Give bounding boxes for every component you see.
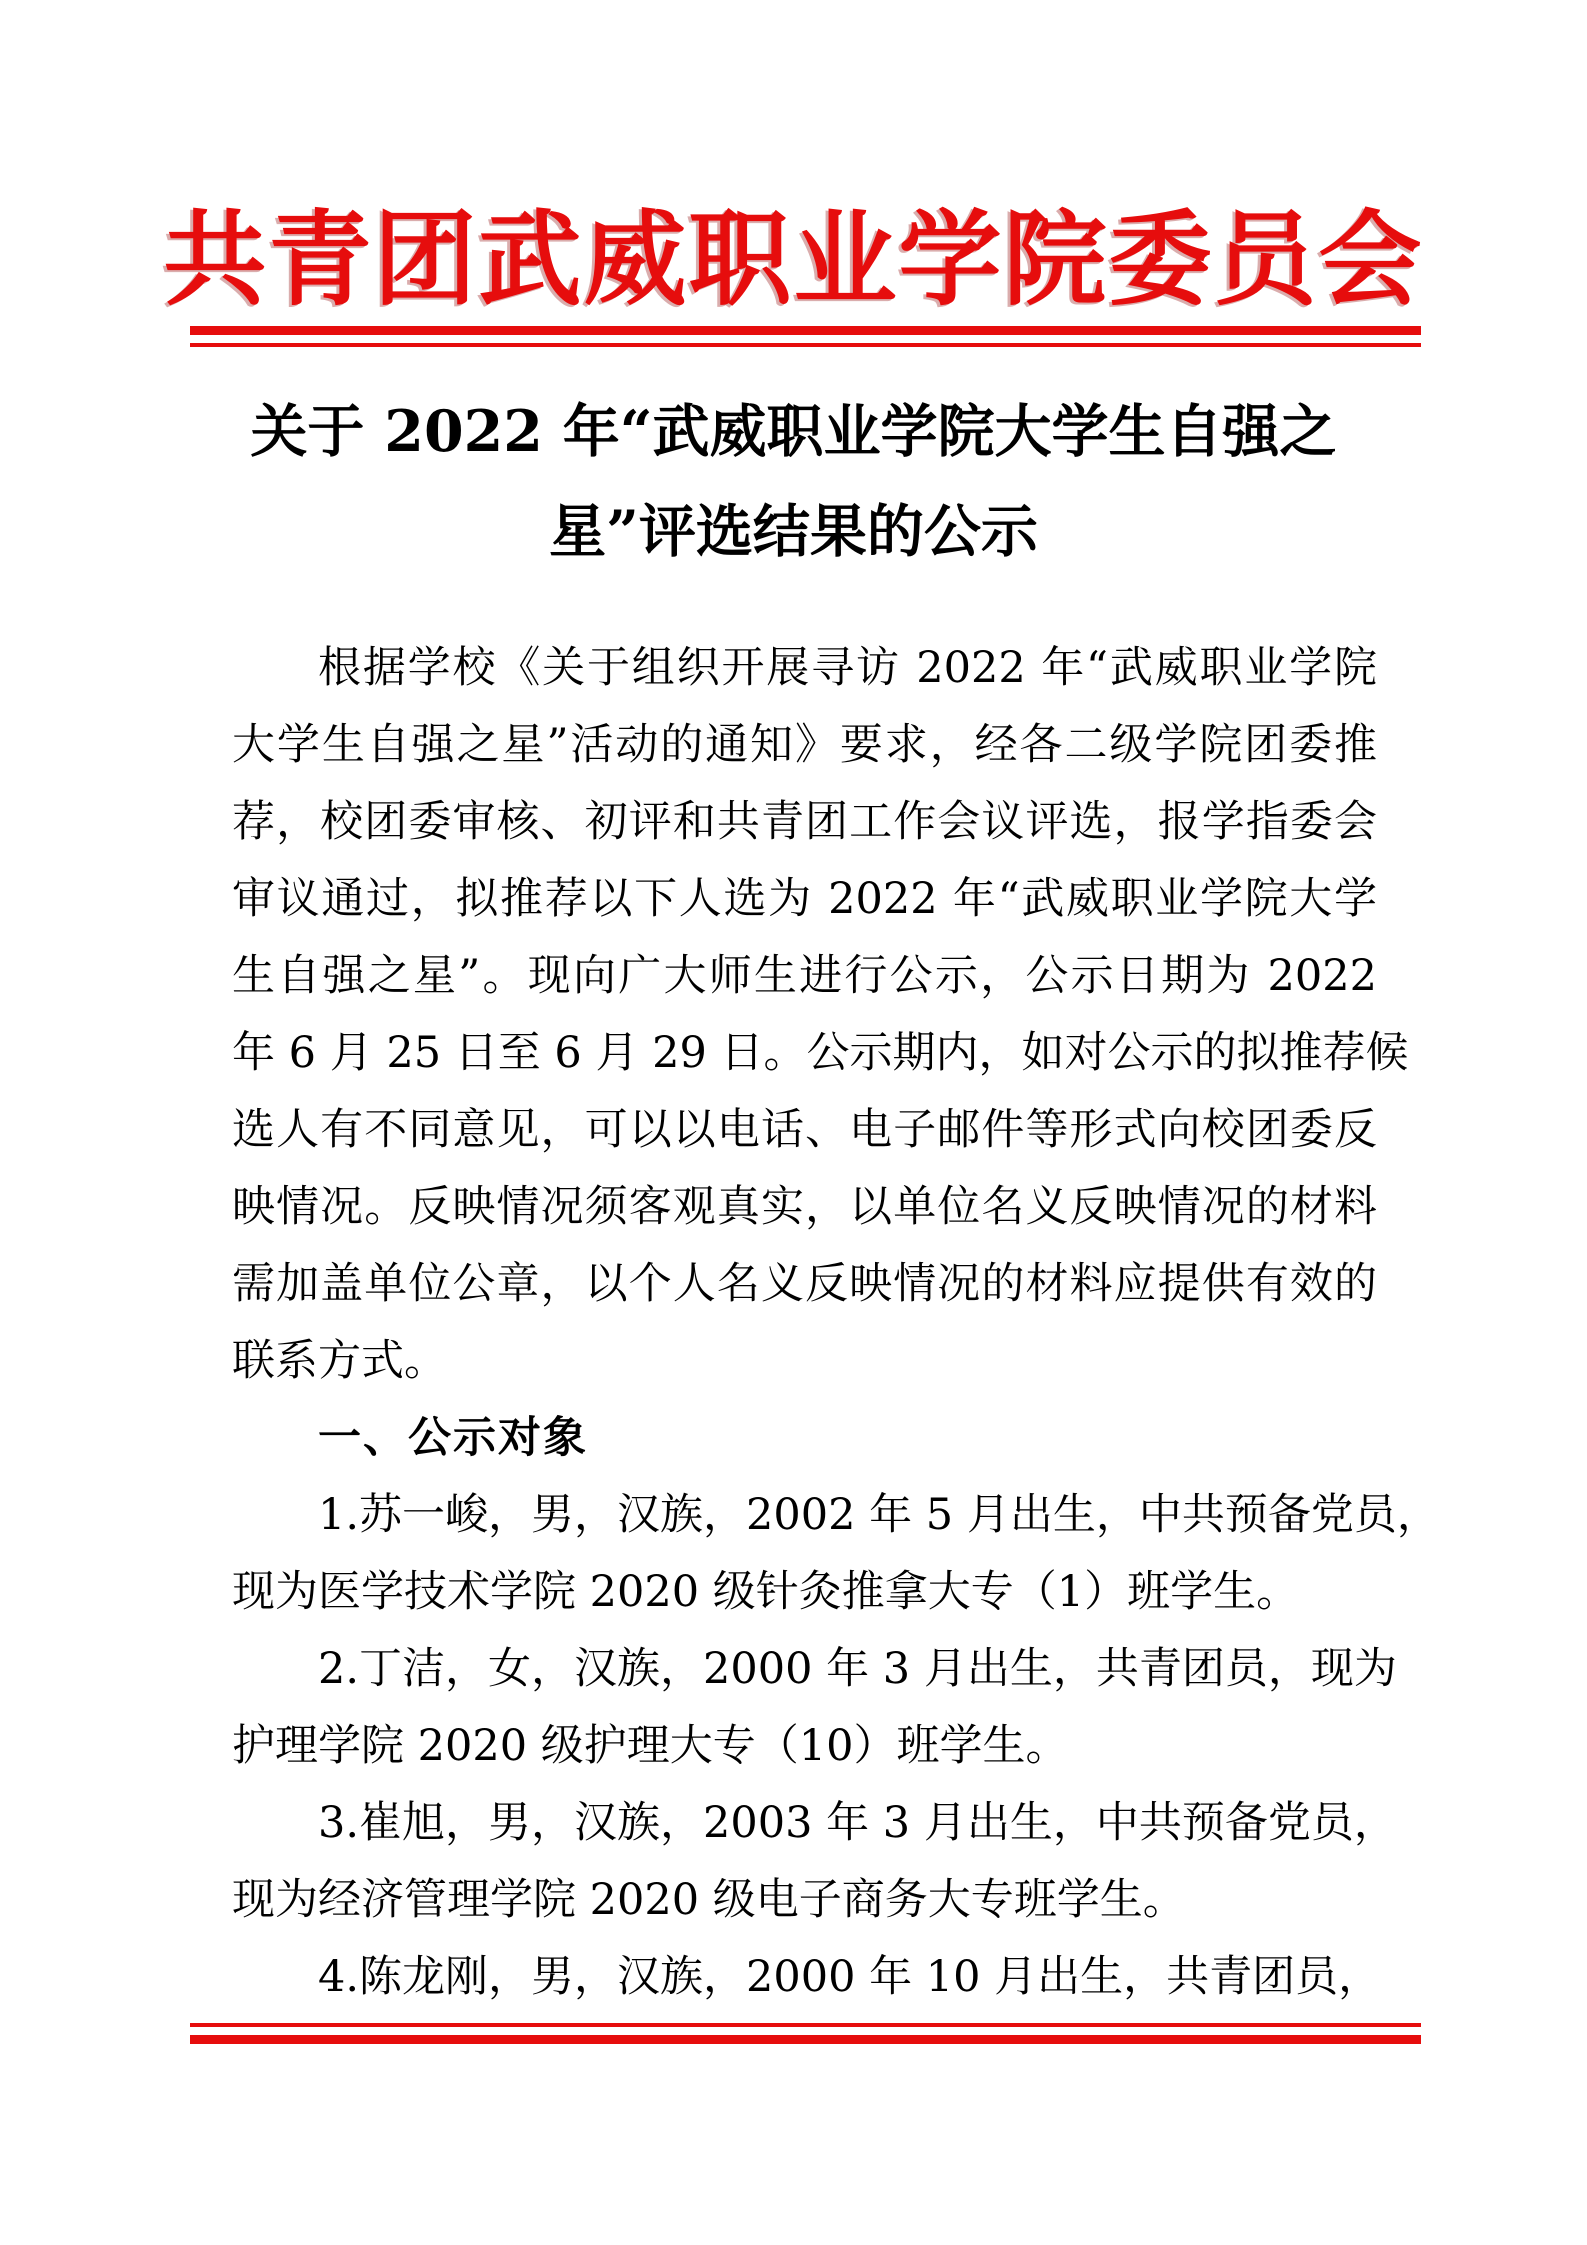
body-line: 选人有不同意见，可以以电话、电子邮件等形式向校团委反 bbox=[232, 1105, 1377, 1155]
document-title bbox=[0, 382, 1587, 582]
list-item-line: 护理学院 2020 级护理大专（10）班学生。 bbox=[232, 1721, 1069, 1771]
footer-separator bbox=[190, 2023, 1421, 2044]
list-item-line: 现为经济管理学院 2020 级电子商务大专班学生。 bbox=[232, 1875, 1186, 1925]
thick-red-line bbox=[190, 2035, 1421, 2044]
document-title-line-1: 关于 2022 年“武威职业学院大学生自强之 bbox=[250, 398, 1337, 465]
body-line: 生自强之星”。现向广大师生进行公示，公示日期为 2022 bbox=[232, 951, 1377, 1001]
body-line: 联系方式。 bbox=[232, 1336, 447, 1386]
thin-red-line bbox=[190, 343, 1421, 347]
thick-red-line bbox=[190, 326, 1421, 335]
body-line: 根据学校《关于组织开展寻访 2022 年“武威职业学院 bbox=[318, 643, 1377, 693]
header-separator bbox=[190, 326, 1421, 347]
list-item-line: 2.丁洁，女，汉族，2000 年 3 月出生，共青团员，现为 bbox=[318, 1644, 1397, 1694]
body-line: 审议通过，拟推荐以下人选为 2022 年“武威职业学院大学 bbox=[232, 874, 1377, 924]
list-item-line: 现为医学技术学院 2020 级针灸推拿大专（1）班学生。 bbox=[232, 1567, 1300, 1617]
body-line: 需加盖单位公章，以个人名义反映情况的材料应提供有效的 bbox=[232, 1259, 1377, 1309]
body-line: 大学生自强之星”活动的通知》要求，经各二级学院团委推 bbox=[232, 720, 1377, 770]
body-line: 映情况。反映情况须客观真实，以单位名义反映情况的材料 bbox=[232, 1182, 1377, 1232]
list-item-line: 3.崔旭，男，汉族，2003 年 3 月出生，中共预备党员， bbox=[318, 1798, 1397, 1848]
list-item-line: 4.陈龙刚，男，汉族，2000 年 10 月出生，共青团员， bbox=[318, 1952, 1382, 2002]
body-line: 年 6 月 25 日至 6 月 29 日。公示期内，如对公示的拟推荐候 bbox=[232, 1028, 1409, 1078]
body-line: 荐，校团委审核、初评和共青团工作会议评选，报学指委会 bbox=[232, 797, 1377, 847]
thin-red-line bbox=[190, 2023, 1421, 2027]
letterhead-org-title: 共青团武威职业学院委员会 bbox=[163, 199, 1424, 320]
list-item-line: 1.苏一峻，男，汉族，2002 年 5 月出生，中共预备党员， bbox=[318, 1490, 1440, 1540]
document-title-line-2: 星”评选结果的公示 bbox=[549, 498, 1038, 565]
section-heading: 一、公示对象 bbox=[318, 1413, 588, 1463]
document-body bbox=[232, 630, 1440, 2016]
